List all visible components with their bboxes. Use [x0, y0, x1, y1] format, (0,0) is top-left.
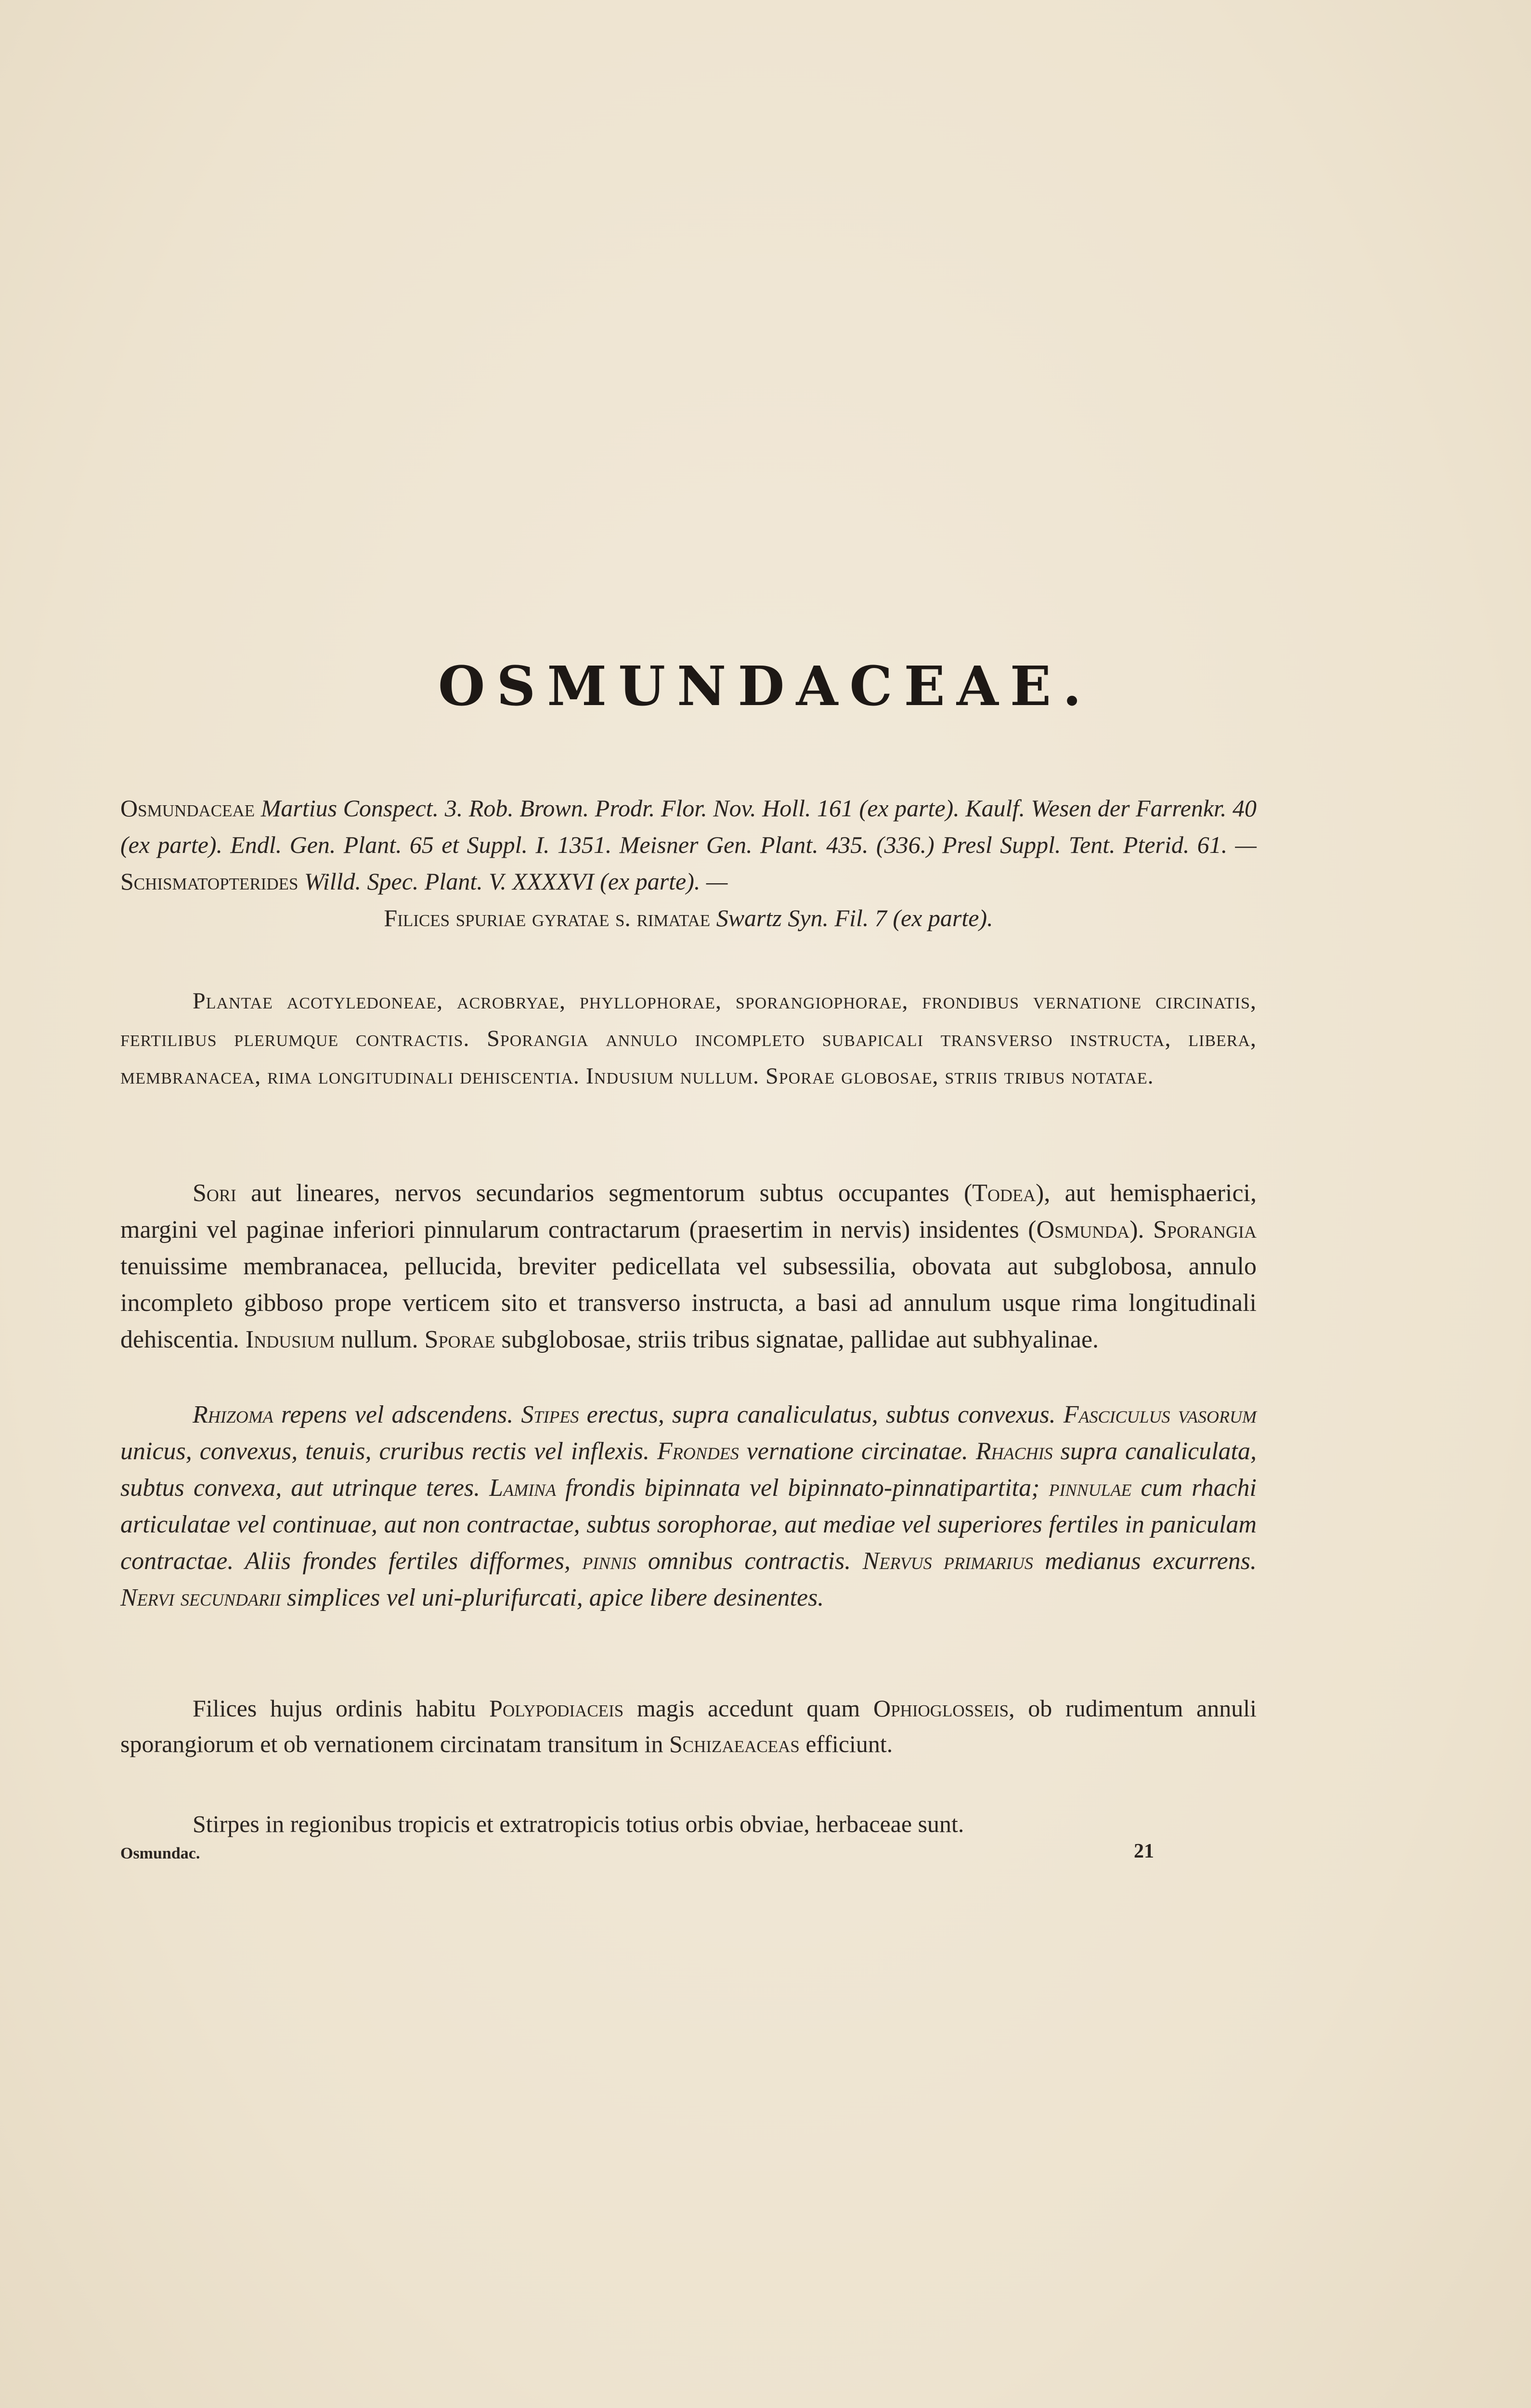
- text: ).: [1129, 1216, 1154, 1243]
- text: omnibus contractis.: [636, 1547, 863, 1575]
- distribution-paragraph: [120, 1806, 1257, 1842]
- genus-name: Osmunda: [1036, 1216, 1130, 1243]
- affinity-paragraph: [120, 1690, 1257, 1762]
- term: Nervi secundarii: [120, 1584, 281, 1611]
- genus-name: Todea: [972, 1179, 1036, 1207]
- term: Stipes: [521, 1401, 579, 1428]
- family-name: Polypodiaceis: [489, 1695, 624, 1722]
- synonymy-paragraph: [120, 790, 1257, 936]
- term: Rhizoma: [193, 1401, 273, 1428]
- synonym-citation: Willd. Spec. Plant. V. XXXXVI (ex parte). —: [298, 868, 728, 895]
- term: Sporae: [424, 1326, 495, 1353]
- synonymy-last-line: [120, 900, 1257, 936]
- characters-paragraph: [120, 1397, 1257, 1616]
- text: cum rhachi articulatae vel continuae, aut non contractae, subtus sorophorae, aut mediae vel superiores fertiles in paniculam contractae. Aliis frondes fertiles difformes,: [120, 1474, 1257, 1575]
- term: Indusium: [245, 1326, 335, 1353]
- text: frondis bipinnata vel bipinnato-pinnatipartita;: [556, 1474, 1049, 1502]
- distribution-text: Stirpes in regionibus tropicis et extratropicis totius orbis obviae, herbaceae sunt.: [193, 1810, 964, 1837]
- term: Nervus primarius: [862, 1547, 1033, 1575]
- text: Filices hujus ordinis habitu: [193, 1695, 490, 1722]
- text: vernatione circinatae.: [739, 1438, 976, 1465]
- text: repens vel adscendens.: [273, 1401, 521, 1428]
- term: Sori: [193, 1179, 236, 1207]
- family-name: Schizaeaceas: [669, 1730, 800, 1757]
- page-title: OSMUNDACEAE.: [438, 655, 1093, 718]
- signature-mark: Osmundac.: [120, 1845, 200, 1862]
- text: ), aut hemisphaerici, margini vel paginae inferiori pinnularum contractarum (praesertim in nervis) insidentes (: [120, 1179, 1257, 1243]
- text: aut lineares, nervos secundarios segmentorum subtus occupantes (: [236, 1179, 973, 1207]
- term: Fasciculus vasorum: [1063, 1401, 1257, 1428]
- text: tenuissime membranacea, pellucida, breviter pedicellata vel subsessilia, obovata aut subglobosa, annulo incompleto gibboso prope verticem sito et transverso instructa, a basi ad annulum usque rima longitudinali dehiscentia.: [120, 1253, 1257, 1353]
- term: pinnulae: [1049, 1474, 1132, 1502]
- term: Rhachis: [975, 1438, 1053, 1465]
- text: magis accedunt quam: [623, 1695, 873, 1722]
- text: nullum.: [335, 1326, 425, 1353]
- term: Lamina: [489, 1474, 557, 1502]
- synonym-citation: Martius Conspect. 3. Rob. Brown. Prodr. Flor. Nov. Holl. 161 (ex parte). Kaulf. Wesen der Farrenkr. 40 (ex parte). Endl. Gen. Plant. 65 et Suppl. I. 1351. Meisner Gen. Plant. 435. (336.) Presl Suppl. Tent. Pterid. 61. —: [120, 795, 1257, 858]
- text: subglobosae, striis tribus signatae, pallidae aut subhyalinae.: [495, 1326, 1099, 1353]
- text: simplices vel uni-plurifurcati, apice libere desinentes.: [280, 1584, 824, 1611]
- term: pinnis: [582, 1547, 636, 1575]
- text: , ob rudimentum annuli sporangiorum et ob vernationem circinatam transitum in: [120, 1695, 1257, 1757]
- synonym-name: Schismatopterides: [120, 868, 298, 895]
- page-number: 21: [1134, 1840, 1154, 1862]
- synonym-citation: Swartz Syn. Fil. 7 (ex parte).: [710, 904, 993, 931]
- synonym-name: Filices spuriae gyratae s. rimatae: [384, 904, 711, 931]
- diagnosis-text: Plantae acotyledoneae, acrobryae, phyllophorae, sporangiophorae, frondibus vernatione circinatis, fertilibus plerumque contractis. Sporangia annulo incompleto subapicali transverso instructa, libera, membranacea, rima longitudinali dehiscentia. Indusium nullum. Sporae globosae, striis tribus notatae.: [120, 988, 1257, 1089]
- family-name: Ophioglosseis: [873, 1695, 1009, 1722]
- term: Frondes: [657, 1438, 739, 1465]
- description-paragraph: [120, 1175, 1257, 1358]
- diagnosis-paragraph: [120, 982, 1257, 1095]
- synonym-name: Osmundaceae: [120, 795, 255, 822]
- term: Sporangia: [1153, 1216, 1257, 1243]
- text: erectus, supra canaliculatus, subtus convexus.: [579, 1401, 1064, 1428]
- text: supra canaliculata, subtus convexa, aut utrinque teres.: [120, 1438, 1257, 1502]
- text: efficiunt.: [799, 1730, 893, 1757]
- text: medianus excurrens.: [1033, 1547, 1257, 1575]
- text: unicus, convexus, tenuis, cruribus rectis vel inflexis.: [120, 1438, 657, 1465]
